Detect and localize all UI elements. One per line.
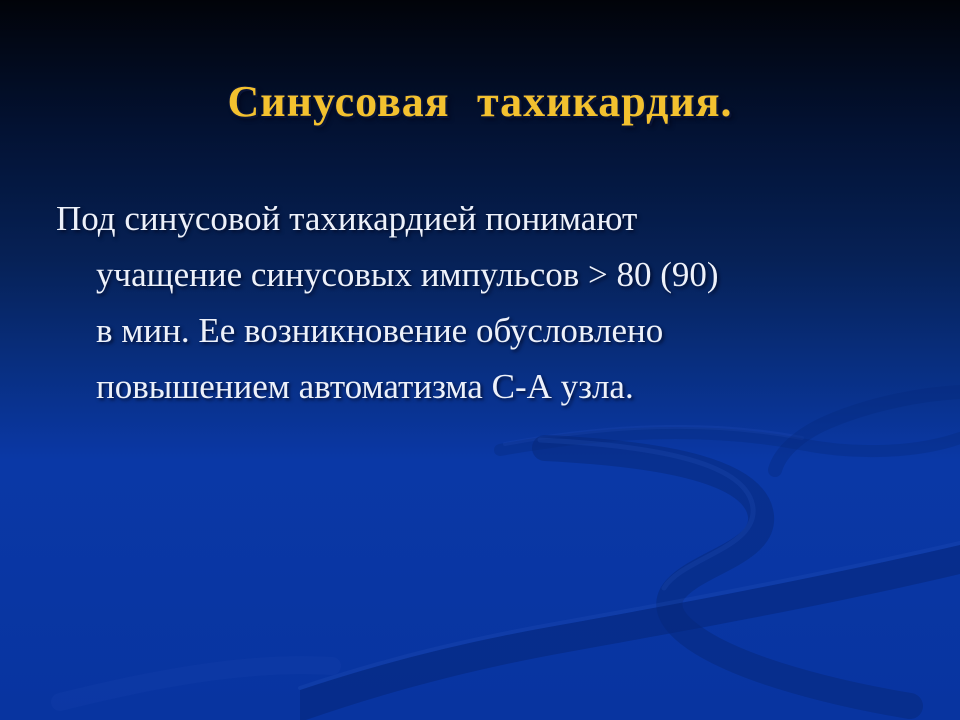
body-line-4: повышением автоматизма С-А узла.	[96, 367, 634, 406]
body-line-2: учащение синусовых импульсов > 80 (90)	[96, 255, 719, 294]
slide-title: Синусовая тахикардия.	[227, 77, 733, 126]
slide-body	[56, 191, 924, 415]
body-line-1: Под синусовой тахикардией понимают	[56, 199, 638, 238]
body-line-3: в мин. Ее возникновение обусловлено	[96, 311, 664, 350]
